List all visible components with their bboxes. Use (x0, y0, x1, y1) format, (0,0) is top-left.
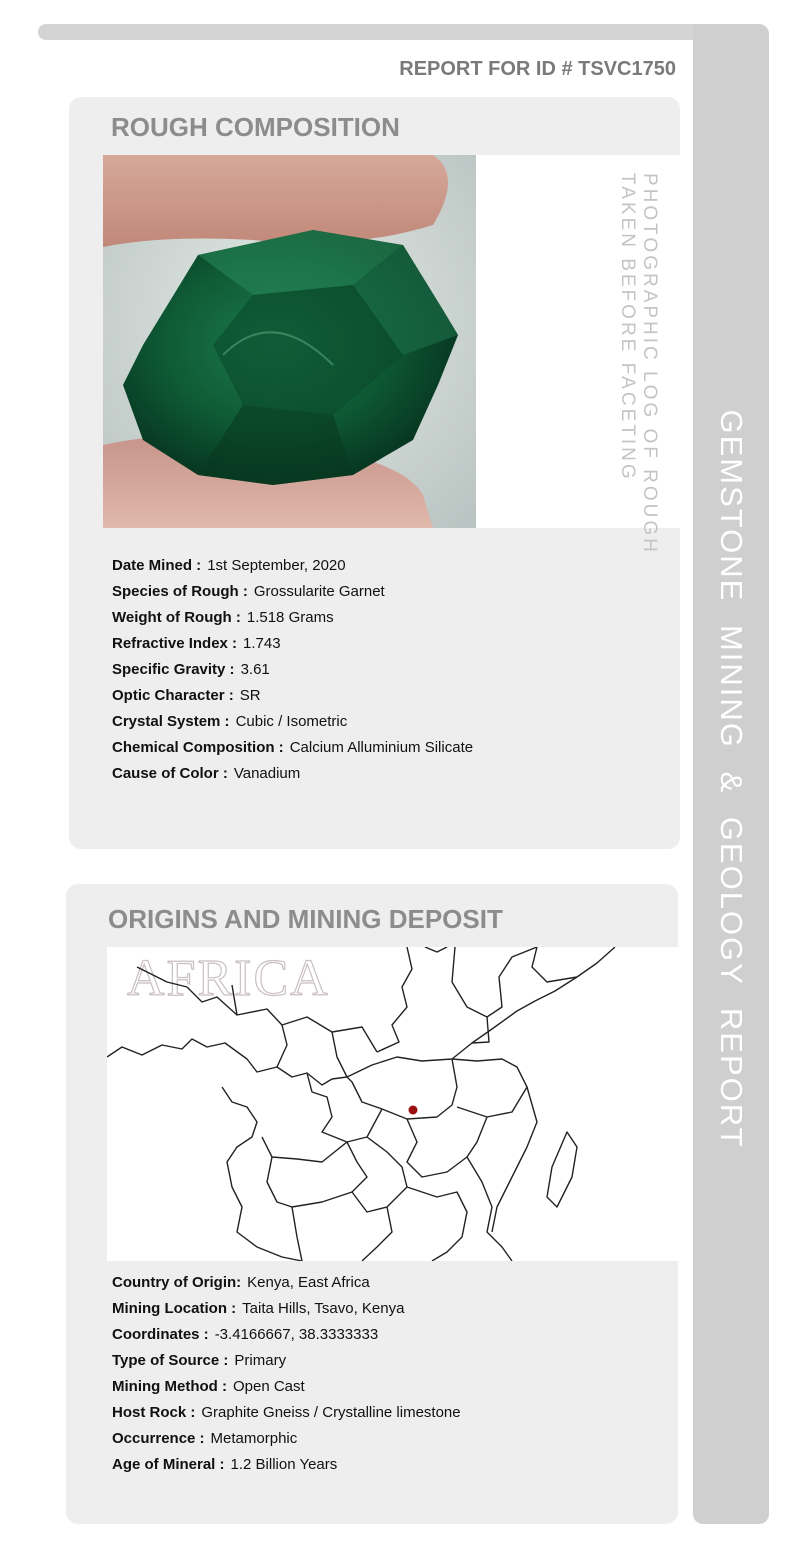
list-item: Specific Gravity : 3.61 (112, 661, 270, 678)
list-item: Type of Source : Primary (112, 1352, 287, 1369)
list-item: Species of Rough : Grossularite Garnet (112, 583, 385, 600)
rough-gemstone-photo (103, 155, 476, 528)
report-id: REPORT FOR ID # TSVC1750 (399, 58, 676, 80)
list-item: Mining Location : Taita Hills, Tsavo, Kenya (112, 1300, 405, 1317)
origins-title: ORIGINS AND MINING DEPOSIT (108, 904, 503, 934)
side-report-title: GEMSTONE MINING & GEOLOGY REPORT (714, 409, 749, 1149)
rough-details-list (112, 553, 473, 787)
list-item: Mining Method : Open Cast (112, 1378, 305, 1395)
origin-details-list (112, 1270, 461, 1478)
list-item: Host Rock : Graphite Gneiss / Crystalline limestone (112, 1404, 461, 1421)
origin-map-panel (107, 947, 678, 1261)
list-item: Occurrence : Metamorphic (112, 1430, 298, 1447)
list-item: Cause of Color : Vanadium (112, 765, 301, 782)
side-bar (693, 24, 769, 1524)
photo-caption-line-1: PHOTOGRAPHIC LOG OF ROUGH (639, 173, 660, 555)
list-item: Date Mined : 1st September, 2020 (112, 557, 346, 574)
list-item: Crystal System : Cubic / Isometric (112, 713, 348, 730)
photo-caption-line-2: TAKEN BEFORE FACETING (617, 173, 638, 482)
rough-photo-panel (103, 155, 680, 555)
list-item: Country of Origin: Kenya, East Africa (112, 1274, 370, 1291)
list-item: Age of Mineral : 1.2 Billion Years (112, 1456, 338, 1473)
list-item: Chemical Composition : Calcium Alluminium Silicate (112, 739, 474, 756)
map-label: AFRICA (127, 950, 330, 1007)
africa-map (107, 947, 678, 1261)
rough-composition-title: ROUGH COMPOSITION (111, 112, 400, 142)
list-item: Optic Character : SR (112, 687, 261, 704)
list-item: Coordinates : -3.4166667, 38.3333333 (112, 1326, 379, 1343)
list-item: Weight of Rough : 1.518 Grams (112, 609, 334, 626)
header-bar (38, 24, 766, 40)
mine-location-marker (409, 1106, 418, 1115)
list-item: Refractive Index : 1.743 (112, 635, 281, 652)
